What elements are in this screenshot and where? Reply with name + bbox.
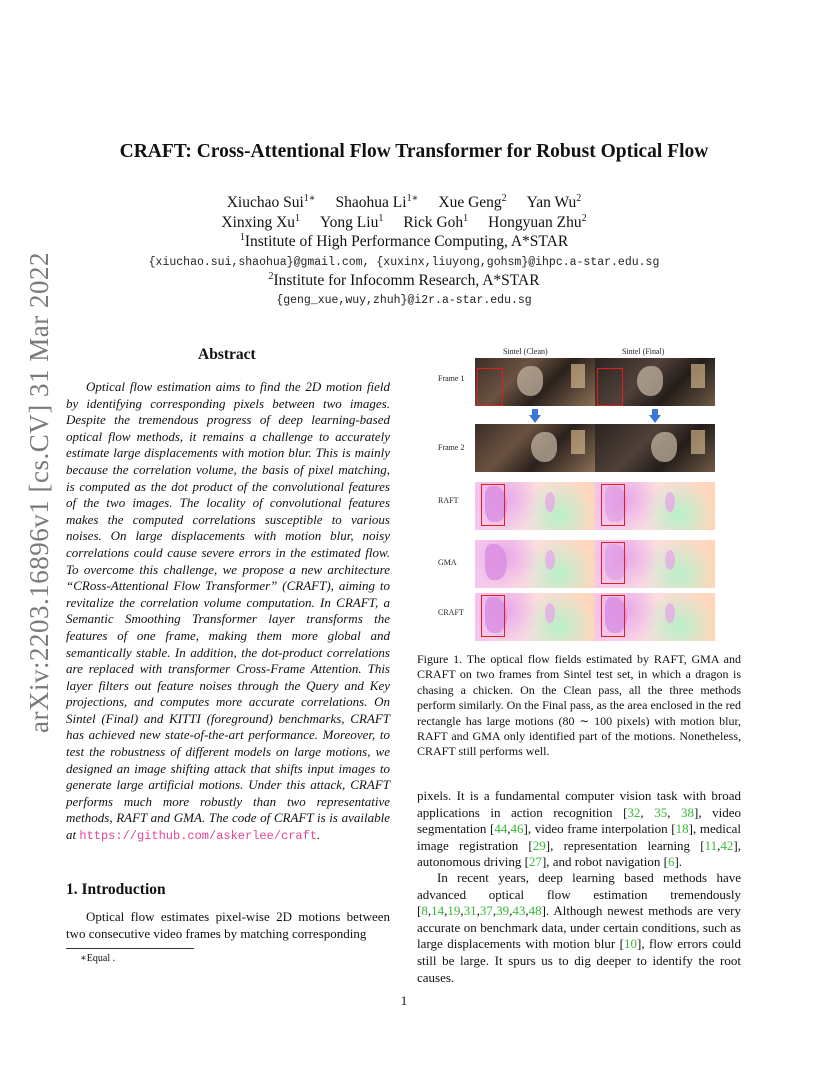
row-label-frame2: Frame 2 <box>438 443 465 452</box>
citation-link[interactable]: 10 <box>623 936 637 952</box>
citation-link[interactable]: 37 <box>479 903 493 919</box>
email-line-2: {geng_xue,wuy,zhuh}@i2r.a-star.edu.sg <box>276 294 532 307</box>
affiliation-1-marker: 1 <box>239 232 245 243</box>
citation-link[interactable]: 48 <box>528 903 542 919</box>
citation-link[interactable]: 32 <box>627 804 641 820</box>
body-text: , <box>525 903 529 919</box>
citation-link[interactable]: 31 <box>463 903 477 919</box>
body-text: , <box>507 821 511 837</box>
author-name <box>403 214 468 231</box>
author-name-text: Yan Wu <box>526 194 577 212</box>
row-label-craft: CRAFT <box>438 608 464 617</box>
affiliation-2-text: Institute for Infocomm Research, A*STAR <box>273 272 540 290</box>
abstract-heading: Abstract <box>198 346 256 363</box>
author-affiliation-marker: 1∗ <box>303 193 316 204</box>
body-text: , <box>427 903 432 919</box>
down-arrow-icon <box>649 409 661 423</box>
abstract-end: . <box>317 827 321 843</box>
intro-continued-paragraph <box>417 788 741 871</box>
author-name-text: Hongyuan Zhu <box>488 214 582 232</box>
body-text: ], autonomous driving [ <box>417 837 741 870</box>
body-text: ], video frame interpolation [ <box>523 821 676 837</box>
frame2-final-image <box>595 424 715 472</box>
author-name <box>227 194 316 211</box>
body-text: ], video segmentation [ <box>417 804 742 837</box>
introduction-paragraph: Optical flow estimates pixel-wise 2D motions between two consecutive video frames by matching corresponding <box>66 909 390 941</box>
frame1-final-image <box>595 358 715 406</box>
citation-link[interactable]: 19 <box>447 903 461 919</box>
affiliation-2 <box>0 271 808 290</box>
affiliation-1 <box>0 232 808 251</box>
raft-final-flow <box>595 482 715 530</box>
author-name <box>488 214 586 231</box>
citation-link[interactable]: 35 <box>654 804 668 820</box>
body-text: ], medical image registration [ <box>417 821 742 853</box>
author-affiliation-marker: 2 <box>576 193 582 204</box>
author-name <box>320 214 383 231</box>
author-name <box>527 194 582 211</box>
arxiv-identifier: arXiv:2203.16896v1 [cs.CV] 31 Mar 2022 <box>24 252 54 733</box>
author-affiliation-marker: 2 <box>501 193 507 204</box>
citation-link[interactable]: 11 <box>704 837 718 853</box>
body-text: ]. Although newest methods are very accurate on benchmark data, under certain conditions, such as large displacements with motion blur [ <box>417 903 741 952</box>
code-link[interactable]: https://github.com/askerlee/craft <box>79 829 318 844</box>
author-name <box>221 214 300 231</box>
body-text: ]. <box>674 854 683 870</box>
body-text: ], flow errors could still be large. It spurs us to dig deeper to identify the root causes. <box>417 936 742 985</box>
author-name-text: Xiuchao Sui <box>226 194 304 212</box>
citation-link[interactable]: 39 <box>496 903 510 919</box>
gma-clean-flow <box>475 540 595 588</box>
paper-title: CRAFT: Cross-Attentional Flow Transformer for Robust Optical Flow <box>119 141 709 162</box>
craft-final-flow <box>595 593 715 641</box>
citation-link[interactable]: 18 <box>675 821 689 837</box>
row-label-frame1: Frame 1 <box>438 374 465 383</box>
raft-clean-flow <box>475 482 595 530</box>
body-text: pixels. It is a fundamental computer vision task with broad applications in action recognition [ <box>417 788 741 820</box>
figure-1-caption: Figure 1. The optical flow fields estimated by RAFT, GMA and CRAFT on two frames from Sintel test set, in which a dragon is chasing a chicken. On the Clean pass, all the three methods perform similarly. On the Final pass, as the area enclosed in the red rectangle has large motions (80 ∼ 100 pixels) with motion blur, RAFT and GMA only identified part of the motions. Nonetheless, CRAFT still performs well. <box>417 652 741 759</box>
author-affiliation-marker: 1 <box>295 213 301 224</box>
down-arrow-icon <box>529 409 541 423</box>
row-label-gma: GMA <box>438 558 457 567</box>
intro-second-paragraph <box>417 870 741 986</box>
author-name <box>438 194 506 211</box>
author-affiliation-marker: 1 <box>463 213 469 224</box>
author-name-text: Yong Liu <box>320 214 379 232</box>
body-text: , <box>509 903 513 919</box>
citation-link[interactable]: 38 <box>681 804 694 820</box>
author-affiliation-marker: 1 <box>378 213 384 224</box>
affiliation-1-text: Institute of High Performance Computing, A*STAR <box>244 233 569 251</box>
author-affiliation-marker: 1∗ <box>406 193 419 204</box>
affiliation-2-marker: 2 <box>268 271 274 282</box>
abstract-body <box>66 379 390 845</box>
row-label-raft: RAFT <box>438 496 459 505</box>
email-line-1: {xiuchao.sui,shaohua}@gmail.com, {xuxinx,liuyong,gohsm}@ihpc.a-star.edu.sg <box>148 256 660 269</box>
body-text: ], representation learning [ <box>545 837 705 853</box>
author-name-text: Shaohua Li <box>335 194 407 212</box>
body-text: , <box>717 837 721 853</box>
citation-link[interactable]: 8 <box>421 903 428 919</box>
citation-link[interactable]: 6 <box>667 854 675 870</box>
figure-1 <box>430 344 732 644</box>
introduction-heading: 1. Introduction <box>66 881 166 898</box>
citation-link[interactable]: 44 <box>494 821 508 837</box>
craft-clean-flow <box>475 593 595 641</box>
page-number: 1 <box>400 993 408 1008</box>
body-text: , <box>476 903 480 919</box>
frame1-clean-image <box>475 358 595 406</box>
authors-line-1 <box>0 193 808 212</box>
body-text: In recent years, deep learning based methods have advanced optical flow estimation tremendously [ <box>417 870 741 919</box>
author-name-text: Xue Geng <box>438 194 502 212</box>
citation-link[interactable]: 29 <box>532 837 546 853</box>
author-name-text: Xinxing Xu <box>221 214 296 232</box>
column-label-final: Sintel (Final) <box>622 347 665 356</box>
citation-link[interactable]: 27 <box>528 854 542 870</box>
author-affiliation-marker: 2 <box>581 213 587 224</box>
body-text: , <box>444 903 448 919</box>
body-text: , <box>460 903 464 919</box>
body-text: , <box>640 804 655 820</box>
citation-link[interactable]: 46 <box>510 821 524 837</box>
citation-link[interactable]: 42 <box>720 837 734 853</box>
citation-link[interactable]: 14 <box>431 903 445 919</box>
authors-line-2 <box>0 213 808 232</box>
column-label-clean: Sintel (Clean) <box>503 347 548 356</box>
footnote-rule <box>66 948 194 949</box>
citation-link[interactable]: 43 <box>512 903 526 919</box>
footnote: ∗Equal . <box>80 953 116 964</box>
body-text: ], and robot navigation [ <box>541 854 668 870</box>
gma-final-flow <box>595 540 715 588</box>
author-name <box>336 194 419 211</box>
abstract-text: Optical flow estimation aims to find the 2D motion field by identifying corresponding pixels between two images. Despite the tremendous progress of deep learning-based optical flow methods, it remains a challenge to accurately estimate large displacements with motion blur. This is mainly because the correlation volume, the basis of pixel matching, is computed as the dot product of the convolutional features of the two images. The locality of convolutional features makes the computed correlations susceptible to various noises. On large displacements with motion blur, noisy correlations could cause severe errors in the estimated flow. To overcome this challenge, we propose a new architecture “CRoss-Attentional Flow Transformer” (CRAFT), aiming to revitalize the correlation volume computation. In CRAFT, a Semantic Smoothing Transformer layer transforms the features of one frame, making them more global and semantically stable. In addition, the dot-product correlations are replaced with transformer Cross-Frame Attention. This layer filters out feature noises through the Query and Key projections, and computes more accurate correlations. On Sintel (Final) and KITTI (foreground) benchmarks, CRAFT has achieved new state-of-the-art performance. Moreover, to test the robustness of different models on large motions, we designed an image shifting attack that shifts input images to generate large artificial motions. Under this attack, CRAFT performs much more robustly than two representative methods, RAFT and GMA. The code of CRAFT is is available at <box>66 379 390 843</box>
body-text: , <box>492 903 497 919</box>
body-text: , <box>667 804 681 820</box>
frame2-clean-image <box>475 424 595 472</box>
author-name-text: Rick Goh <box>403 214 464 232</box>
